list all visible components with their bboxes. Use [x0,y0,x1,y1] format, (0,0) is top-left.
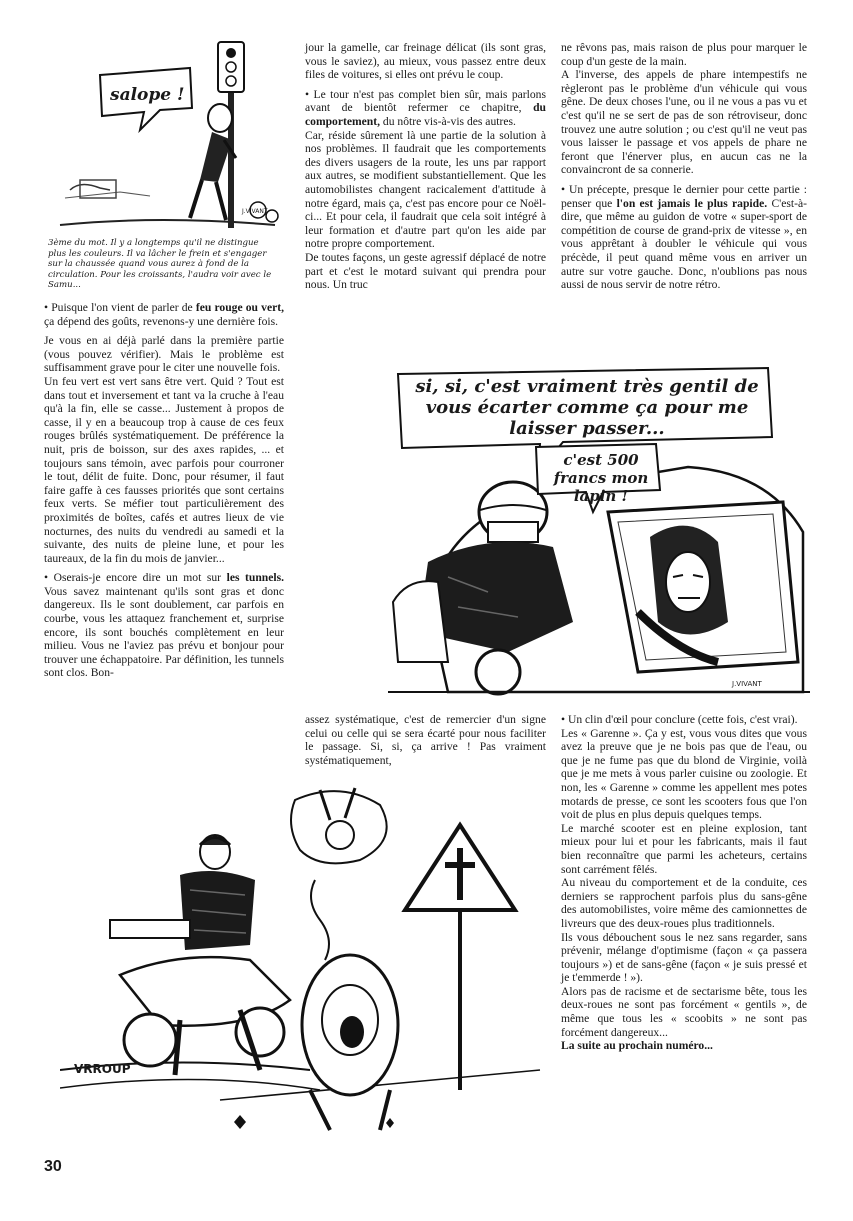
cartoon-scooter [60,770,550,1145]
paragraph: De toutes façons, un geste agressif déplacé de notre part et c'est le motard suivant qui prendra pour nous. Un truc [305,250,546,292]
paragraph: Un feu vert est vert sans être vert. Quid ? Tout est dans tout et inversement et tant va la cruche à l'eau qu'à la fin, elle se casse... Justement à propos de casse, il y en a beaucoup trop à cause de ces feux rouges brûlés systématiquement. De préférence la nuit, pris de boisson, sur des axes rapides, ... et toujours sans témoin, avec parfois pour courroner le tout, délit de fuite. Donc, pour résumer, il faut faire gaffe à ces fausses priorités que sont certains feux verts. Se méfier tout particulièrement des proximités de boîtes, cafés et autres lieux de vie nocturnes, des nuits du vendredi au samedi et la suivante, des nuits de pleine lune, et pour les taureaux, de la fin du mois de janvier... [44,374,284,565]
paragraph: Les « Garenne ». Ça y est, vous vous dites que vous avez la preuve que je ne bois pas que de l'eau, ou que je ne fume pas que du blond de Virginie, voilà que je me mets à vous parler cuisine ou zoologie. Et non, les « Garenne » comme les appellent mes potes motards de presse, ce sont les scooters fous que l'on voit de plus en plus depuis quelques temps. [561,726,807,822]
column-3-bottom [561,713,807,1053]
cartoon3-signature: VRROUP [74,1062,131,1076]
paragraph: Je vous en ai déjà parlé dans la première partie (vous pouvez vérifier). Mais le problème est suffisamment grave pour le citer une nouvelle fois. [44,334,284,375]
paragraph-feu-rouge: • Puisque l'on vient de parler de feu rouge ou vert, ça dépend des goûts, revenons-y une dernière fois. [44,301,284,328]
cartoon2-signature: J.VIVANT [732,680,762,688]
column-2-top [305,41,546,298]
paragraph: Le marché scooter est en pleine explosion, tant mieux pour lui et pour les fabricants, mais il faut bien reconnaître que parmi les acheteurs, certains sont carrément fêlés. [561,821,807,876]
paragraph: jour la gamelle, car freinage délicat (ils sont gras, vous le saviez), au mieux, vous passez entre deux files de voitures, si elles ont prévu le coup. [305,41,546,82]
paragraph: ne rêvons pas, mais raison de plus pour marquer le coup d'un geste de la main. [561,41,807,68]
paragraph: Alors pas de racisme et de sectarisme bête, tous les deux-roues ne sont pas forcément « gentils », de même que tous les « scoobits » ne sont pas forcément dangereux... [561,984,807,1039]
cartoon-biker-car [388,362,810,702]
cartoon2-bubble2-text: c'est 500 francs mon lapin ! [553,451,649,505]
paragraph-plus-rapide: • Un précepte, presque le dernier pour cette partie : penser que l'on est jamais le plus rapide. C'est-à-dire, que même au guidon de votre « super-sport de compétition de course de grand-prix de vitesse », en vous apprêtant à doubler le véhicule qui vous précède, il peut quand même vous en arriver un autre sur votre gauche. Donc, n'oublions pas nous aussi de nous servir de notre rétro. [561,182,808,292]
paragraph-comportement: • Le tour n'est pas complet bien sûr, mais parlons avant de bientôt refermer ce chapitre, du comportement, du nôtre vis-à-vis des autres. [305,87,546,128]
cartoon2-bubble1-text: si, si, c'est vraiment très gentil de vous écarter comme ça pour me laisser passer... [415,376,759,439]
column-1 [44,301,284,686]
cartoon1-bubble-text: salope ! [110,85,185,105]
paragraph-conclusion: La suite au prochain numéro... [561,1039,713,1053]
page-number: 30 [44,1158,62,1175]
paragraph: A l'inverse, des appels de phare intempestifs ne règleront pas le problème d'un véhicule qui vous gêne. De deux choses l'une, ou il ne vous a pas vu et c'est qu'il ne se sert de pas de son rétroviseur, donc trouvez une autre solution ; ou c'est qu'il ne veut pas vous laisser le passage et vos appels de phare ne feront que l'énerver plus, en aucun cas ne la convaincront de sa connerie. [561,68,807,177]
cartoon1-caption: 3ème du mot. Il y a longtemps qu'il ne distingue plus les couleurs. Il va lâcher le frein et s'engager sur la chaussée quand vous aurez à fond de la circulation. Pour les croissants, l'audra voir avec le Samu... [48,238,272,290]
cartoon-traffic-light [40,40,280,288]
cartoon1-signature: J.VIVANT [242,208,268,215]
column-3-top [561,41,807,298]
paragraph: assez systématique, c'est de remercier d'un signe celui ou celle qui se sera écarté pour nous faciliter le passage. Si, si, ça arrive ! Pas vraiment systématiquement, [305,713,546,767]
paragraph: Au niveau du comportement et de la conduite, ces derniers se rapprochent parfois plus du sans-gêne des automobilistes, voire même des camionnettes de livreurs que des deux-roues plus traditionnels. [561,876,807,930]
column-2-bottom [305,713,546,773]
paragraph: Car, réside sûrement là une partie de la solution à nos problèmes. Il faudrait que les comportements des divers usagers de la route, les uns par rapport aux autres, se modifient substantiellement. Que les automobilistes changent racicalement d'attitude à notre égard, mais ça, c'est pas encore pour ce Noël-ci... Et pour cela, il faudrait que cela soit intégré à leur formation et d'autre part qu'on les aide par notre propre comportement. [305,128,546,251]
scooter-drawing [60,770,550,1145]
paragraph: Ils vous débouchent sous le nez sans regarder, sans prévenir, mélange d'optimisme (façon « ça passera toujours ») et de sans-gêne (façon « je suis pressé et je t'emmerde ! »). [561,930,807,985]
paragraph: • Un clin d'œil pour conclure (cette fois, c'est vrai). [561,713,798,726]
paragraph-tunnels: • Oserais-je encore dire un mot sur les tunnels. Vous savez maintenant qu'ils sont gras et donc dangereux. Ils le sont doublement, car parfois en courbe, vous les attaquez franchement et, surprise encore, ils sont bouchés complètement en leur milieu. Vous ne l'aviez pas prévu et bonjour pour trouver une échappatoire. Par définition, les tunnels sont clos. Bon- [44,571,284,680]
